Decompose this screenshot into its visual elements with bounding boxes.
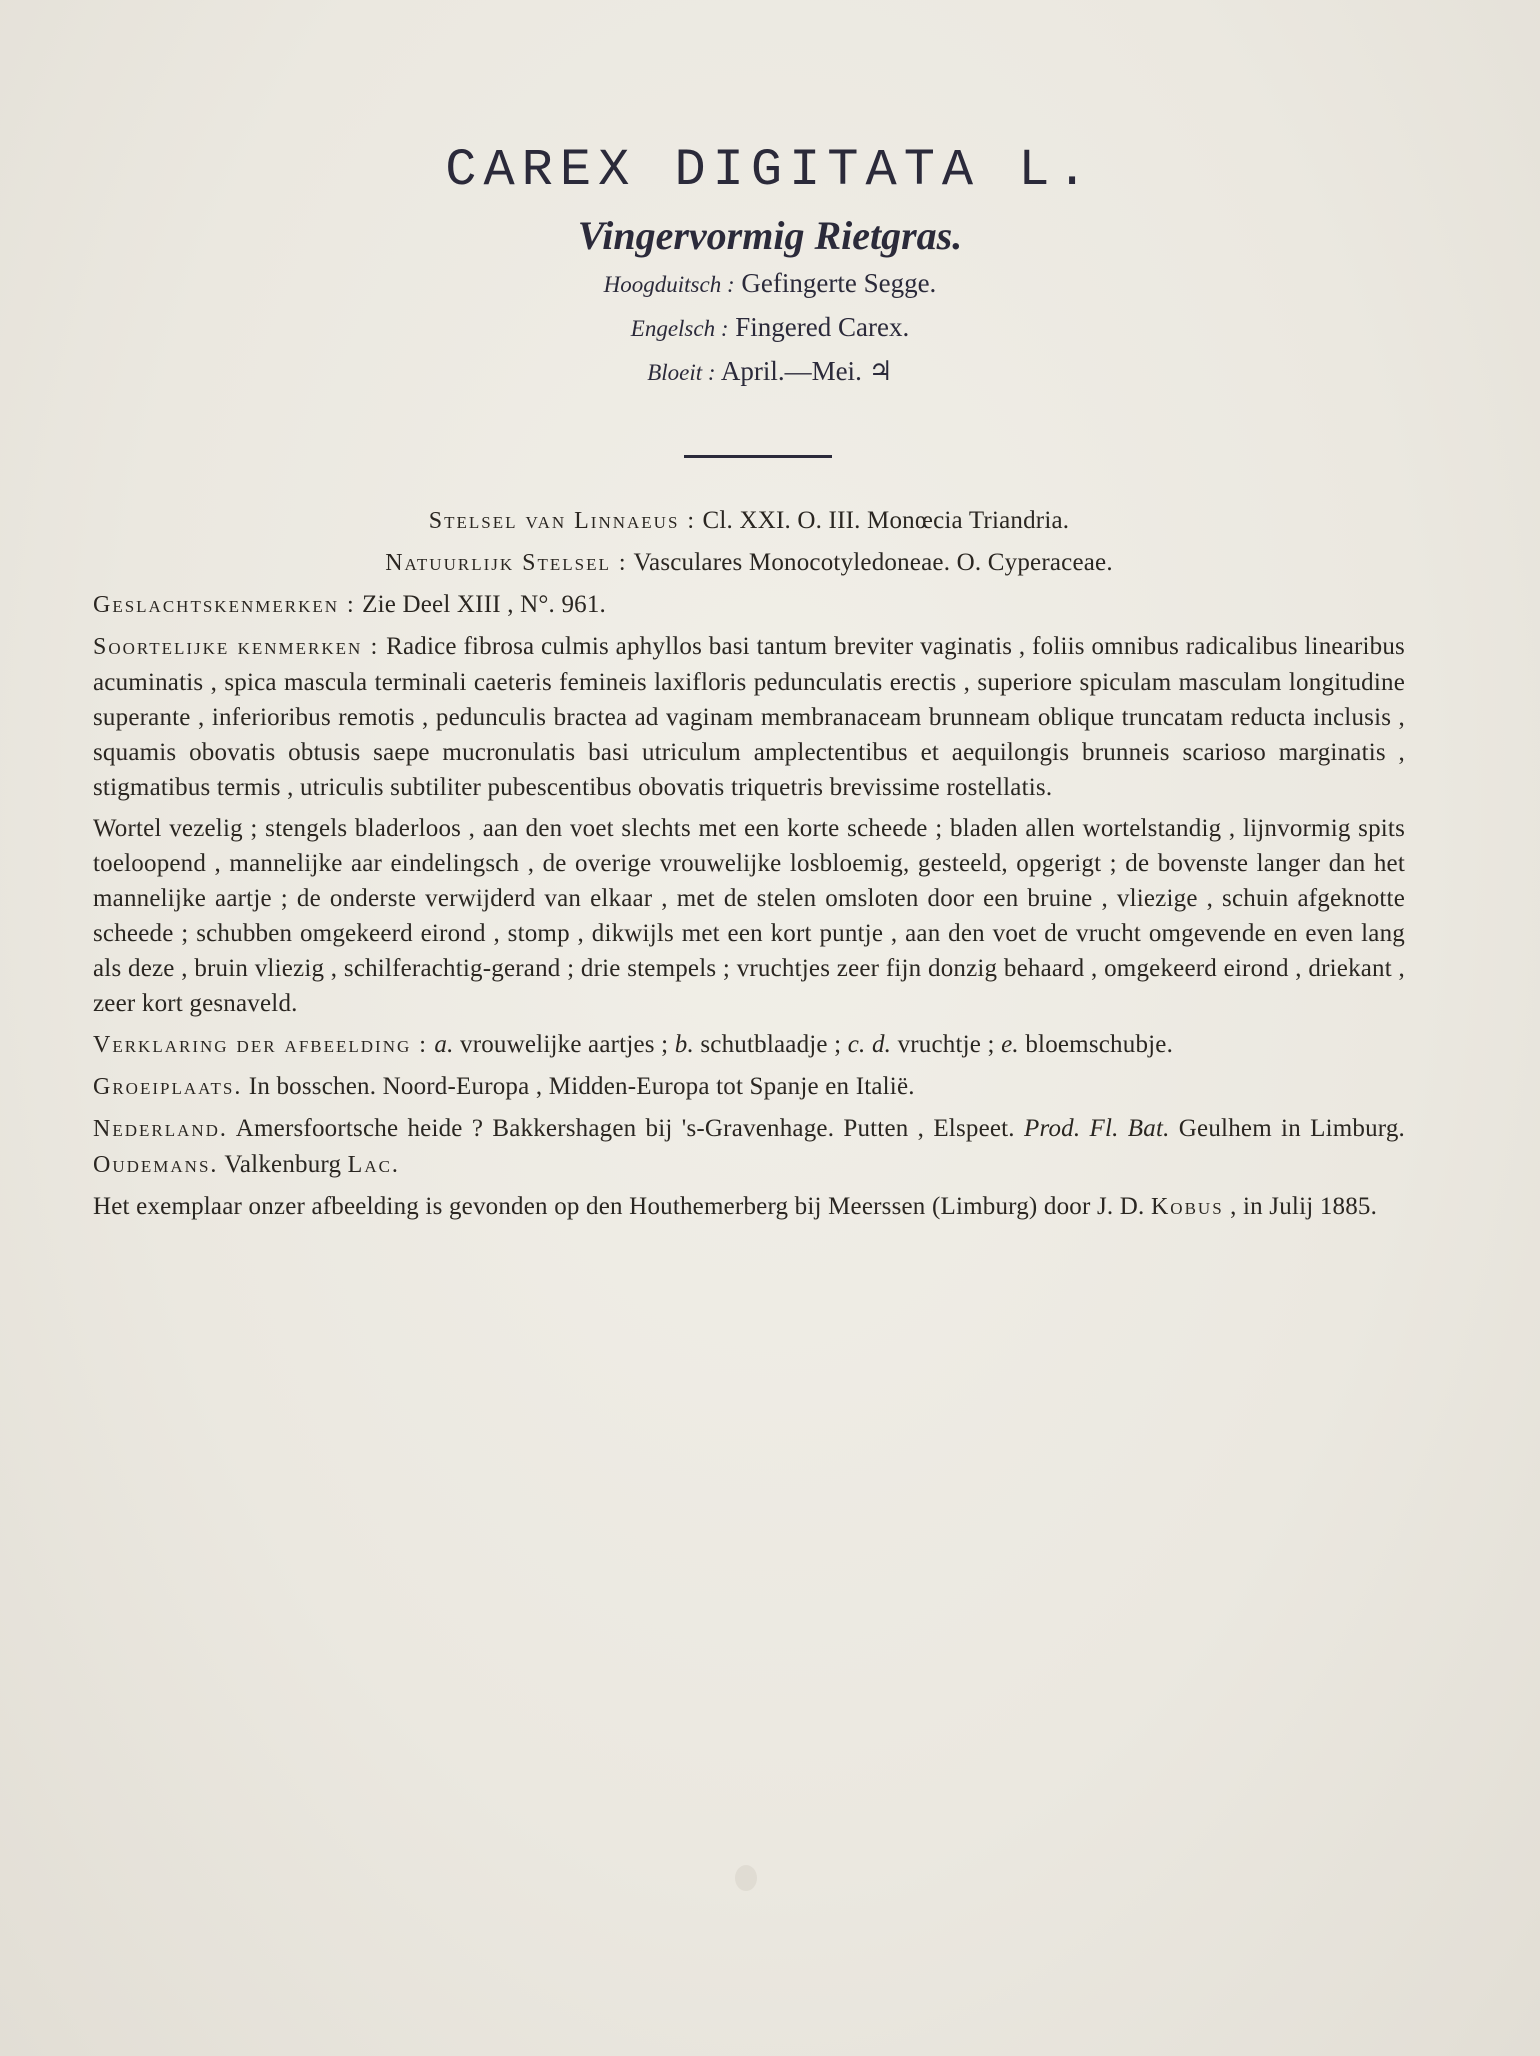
dutch-description: Wortel vezelig ; stengels bladerloos , aan den voet slechts met een korte scheede ; bladen allen wortelstandig , lijnvormig spits toeloopend , mannelijke aar eindelingsch , de overige vrouwelijke losbloemig, gesteeld, opgerigt ; de bovenste langer dan het mannelijke aartje ; de onderste verwijderd van elkaar , met de stelen omsloten door een bruine , vliezige , schuin afgeknotte scheede ; schubben omgekeerd eirond , stomp , dikwijls met een kort puntje , aan den voet de vrucht omgevende en even lang als deze , bruin vliezig , schilferachtig-gerand ; drie stempels ; vruchtjes zeer fijn donzig behaard , omgekeerd eirond , driekant , zeer kort gesnaveld. <box>93 815 1405 1017</box>
netherlands-text-1: Amersfoortsche heide ? Bakkershagen bij 's-Gravenhage. Putten , Elspeet. <box>235 1115 1015 1142</box>
specimen-note <box>93 1189 1405 1225</box>
linnaeus-system <box>93 503 1405 539</box>
fig-e-letter: e. <box>1001 1031 1019 1058</box>
netherlands-locations <box>93 1111 1405 1183</box>
species-header <box>0 140 1540 394</box>
fig-b-letter: b. <box>674 1031 694 1058</box>
figure-explanation-label: Verklaring der afbeelding : <box>93 1032 428 1058</box>
netherlands-text-2: Geulhem in Limburg. <box>1178 1115 1405 1142</box>
bloom-line <box>0 350 1540 394</box>
bloom-value: April.—Mei. ♃ <box>720 356 893 386</box>
fig-a-text: vrouwelijke aartjes ; <box>460 1031 669 1058</box>
document-body <box>93 503 1405 1231</box>
fig-cd-text: vruchtje ; <box>897 1031 995 1058</box>
kobus-name: Kobus <box>1150 1194 1224 1220</box>
species-characters <box>93 629 1405 805</box>
linnaeus-text: Cl. XXI. O. III. Monœcia Triandria. <box>702 507 1070 534</box>
specimen-text: Het exemplaar onzer afbeelding is gevonden op den Houthemerberg bij Meerssen (Limburg) door J. D. <box>93 1193 1145 1220</box>
prodromus-reference: Prod. Fl. Bat. <box>1023 1115 1170 1142</box>
lac-name: Lac. <box>347 1152 400 1178</box>
linnaeus-label: Stelsel van Linnaeus : <box>428 508 697 534</box>
genus-label: Geslachtskenmerken : <box>93 592 356 618</box>
german-name-line <box>0 262 1540 306</box>
english-label: Engelsch : <box>630 316 729 341</box>
species-characters-text: Radice fibrosa culmis aphyllos basi tantum breviter vaginatis , foliis omnibus radicalibus linearibus acuminatis , spica mascula terminali caeteris femineis laxifloris pedunculatis erectis , superiore spiculam masculam longitudine superante , inferioribus remotis , pedunculis bractea ad vaginam membranaceam brunneam oblique truncatam reducta inclusis , squamis obovatis obtusis saepe mucronulatis basi utriculum amplectentibus et aequilongis brunneis scarioso marginatis , stigmatibus termis , utriculis subtiliter pubescentibus obovatis triquetris brevissime rostellatis. <box>93 633 1405 801</box>
natural-system <box>93 545 1405 581</box>
natural-system-text: Vasculares Monocotyledoneae. O. Cyperaceae. <box>633 549 1113 576</box>
natural-system-label: Natuurlijk Stelsel : <box>385 550 628 576</box>
fig-cd-letter: c. d. <box>847 1031 892 1058</box>
netherlands-label: Nederland. <box>93 1116 228 1142</box>
habitat <box>93 1069 1405 1105</box>
figure-explanation <box>93 1027 1405 1063</box>
dutch-name: Vingervormig Rietgras. <box>577 213 963 258</box>
header-divider <box>684 455 832 458</box>
german-value: Gefingerte Segge. <box>741 268 937 298</box>
genus-text: Zie Deel XIII , N°. 961. <box>362 591 607 618</box>
oudemans-name: Oudemans. <box>93 1152 219 1178</box>
german-label: Hoogduitsch : <box>603 272 735 297</box>
species-characters-label: Soortelijke kenmerken : <box>93 634 380 660</box>
english-name-line <box>0 306 1540 350</box>
netherlands-text-3: Valkenburg <box>224 1151 342 1178</box>
genus-characters <box>93 587 1405 623</box>
paper-stain <box>735 1865 757 1891</box>
fig-b-text: schutblaadje ; <box>700 1031 842 1058</box>
specimen-end: , in Julij 1885. <box>1230 1193 1378 1220</box>
fig-e-text: bloemschubje. <box>1025 1031 1174 1058</box>
habitat-label: Groeiplaats. <box>93 1074 243 1100</box>
fig-a-letter: a. <box>434 1031 454 1058</box>
habitat-text: In bosschen. Noord-Europa , Midden-Europa tot Spanje en Italië. <box>248 1073 915 1100</box>
bloom-label: Bloeit : <box>647 360 716 385</box>
english-value: Fingered Carex. <box>735 312 910 342</box>
species-title: CAREX DIGITATA L. <box>445 141 1095 200</box>
